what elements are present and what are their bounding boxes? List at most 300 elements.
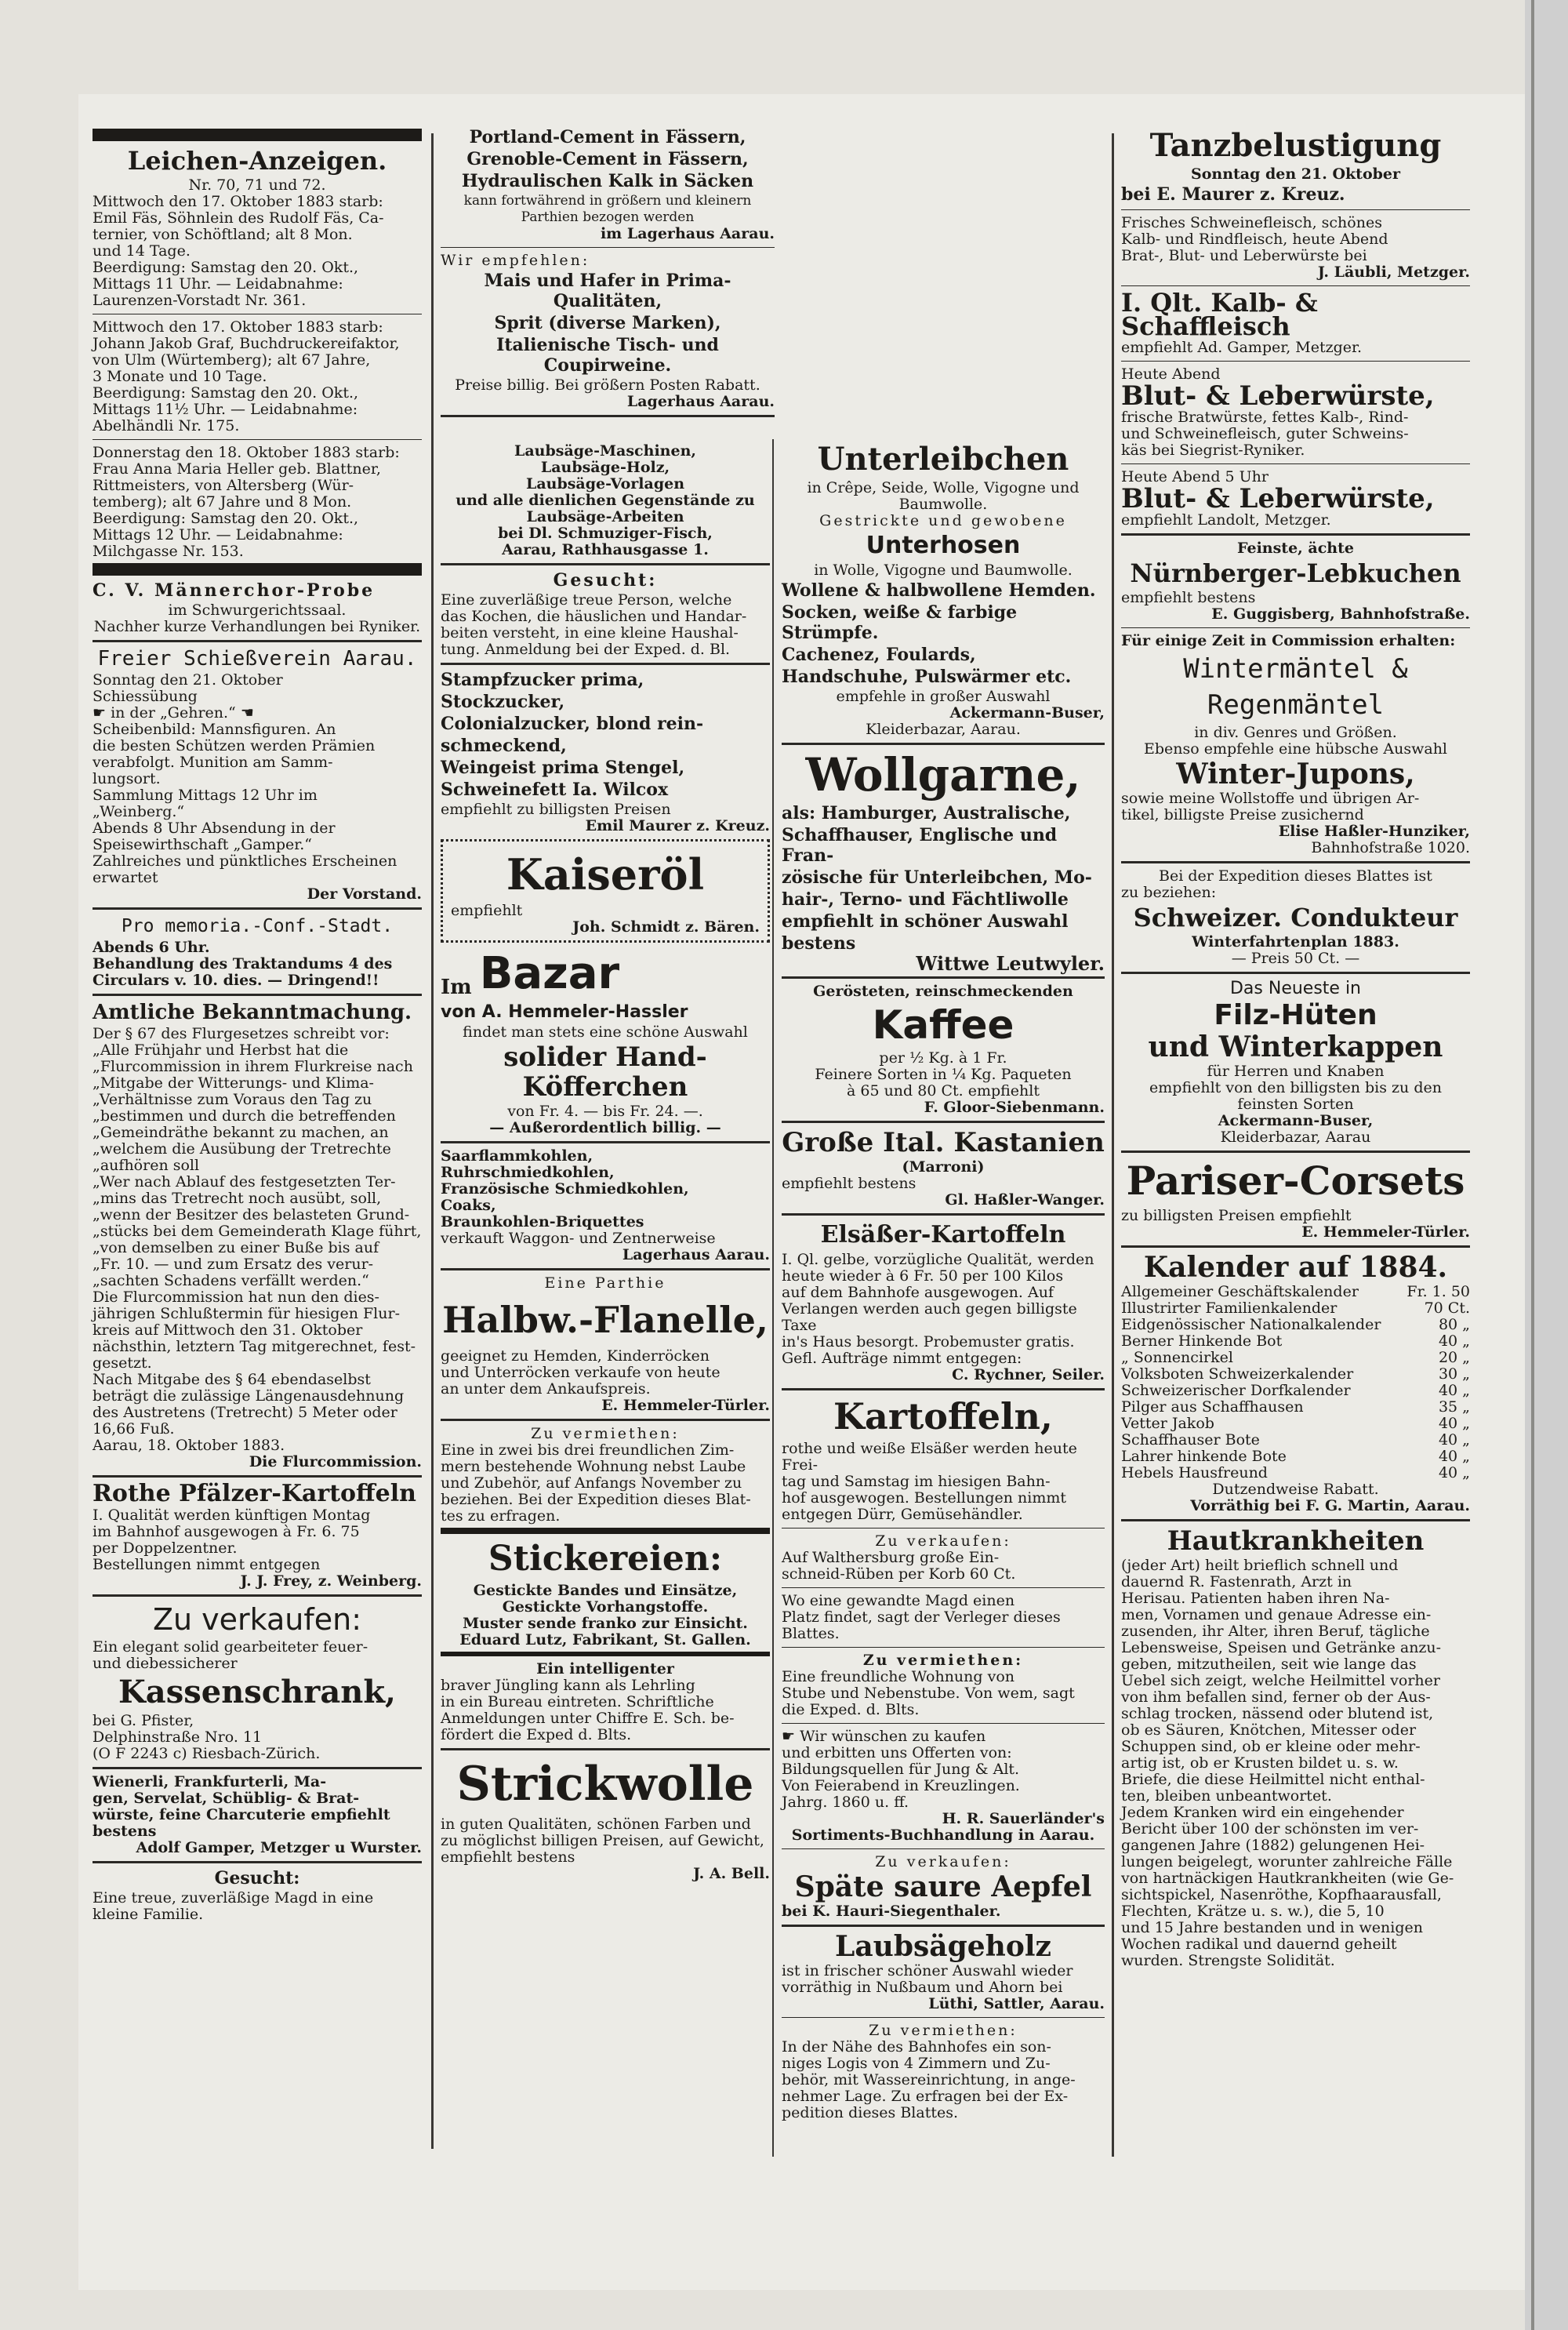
text-line: Portland-Cement in Fässern, — [469, 127, 746, 147]
rule — [782, 1213, 1105, 1216]
kaiseroel-box — [441, 839, 770, 943]
calendar-row — [1121, 1317, 1470, 1333]
text-line: an unter dem Ankaufspreis. — [441, 1380, 651, 1398]
calendar-price: 40 „ — [1438, 1431, 1470, 1449]
rule — [1121, 463, 1470, 464]
text-line: Jahrg. 1860 u. ff. — [782, 1794, 909, 1811]
text: Zu vermiethen: — [862, 1652, 1024, 1669]
text-list — [1121, 791, 1470, 823]
text-line: Nachher kurze Verhandlungen bei Ryniker. — [93, 618, 421, 635]
text: empfehle in großer Auswahl — [836, 688, 1051, 705]
text-list — [441, 1148, 770, 1230]
text-line: Laubsäge-Holz, — [540, 459, 670, 476]
text-line: gen, Servelat, Schüblig- & Brat- — [93, 1790, 360, 1807]
signature: Eduard Lutz, Fabrikant, St. Gallen. — [459, 1631, 751, 1648]
text-list — [441, 1348, 770, 1398]
rule — [441, 1748, 770, 1750]
calendar-row — [1121, 1366, 1470, 1383]
rule — [782, 1647, 1105, 1648]
text-list — [93, 1639, 422, 1672]
text-line: schmeckend, — [441, 736, 567, 756]
signature: im Lagerhaus Aarau. — [600, 225, 775, 242]
text: Im — [441, 976, 472, 999]
text-line: Bestellungen nimmt entgegen — [93, 1556, 321, 1573]
rule — [1121, 533, 1470, 536]
text-line: lungen beigelegt, worunter zahlreiche Fälle — [1121, 1853, 1453, 1870]
heading: Filz-Hüten — [1214, 999, 1377, 1031]
notice-list — [93, 194, 422, 309]
text-line: als: Hamburger, Australische, — [782, 803, 1071, 823]
rule — [782, 2017, 1105, 2018]
heading: I. Qlt. Kalb- & Schaffleisch — [1121, 288, 1318, 341]
text-line: Eine freundliche Wohnung von — [782, 1668, 1015, 1685]
text-list — [441, 1678, 770, 1743]
text-list — [782, 1176, 1105, 1192]
calendar-row — [1121, 1333, 1470, 1350]
text: empfiehlt Ad. Gamper, Metzger. — [1121, 339, 1363, 356]
text-line: Mais und Hafer in Prima-Qualitäten, — [484, 271, 731, 311]
text-line: Beerdigung: Samstag den 20. Okt., — [93, 259, 359, 276]
text: Wir empfehlen: — [441, 252, 590, 269]
text-line: das Kochen, die häuslichen und Handar- — [441, 608, 747, 625]
text-line: Handschuhe, Pulswärmer etc. — [782, 667, 1072, 687]
text-line: feinsten Sorten — [1237, 1096, 1354, 1113]
calendar-row — [1121, 1284, 1470, 1300]
text-line: zu möglichst billigen Preisen, auf Gewicht, — [441, 1832, 764, 1849]
column-2-lower — [441, 443, 770, 1882]
text-line: Abelhändli Nr. 175. — [93, 417, 240, 434]
text-line: temberg); alt 67 Jahre und 8 Mon. — [93, 493, 352, 511]
text: von A. Hemmeler-Hassler — [441, 1002, 688, 1022]
text-line: Nach Mitgabe des § 64 ebendaselbst — [93, 1371, 371, 1388]
text-list — [441, 592, 770, 658]
text-line: Johann Jakob Graf, Buchdruckereifaktor, — [93, 335, 400, 352]
text: bei K. Hauri-Siegenthaler. — [782, 1903, 1001, 1920]
rule — [782, 743, 1105, 745]
rule — [1121, 1519, 1470, 1521]
text-line: ist in frischer schöner Auswahl wieder — [782, 1962, 1073, 1979]
signature: Ackermann-Buser, — [1218, 1112, 1374, 1129]
text-line: Scheibenbild: Mannsfiguren. An — [93, 721, 336, 738]
text-line: und erbitten uns Offerten von: — [782, 1744, 1012, 1761]
text-line: (O F 2243 c) Riesbach-Zürich. — [93, 1745, 321, 1762]
text-line: Aarau, Rathhausgasse 1. — [502, 541, 709, 558]
text-line: käs bei Siegrist-Ryniker. — [1121, 442, 1305, 459]
text-line: im Bahnhof ausgewogen à Fr. 6. 75 — [93, 1523, 360, 1540]
text-list — [93, 1507, 422, 1573]
page-edge — [1525, 0, 1568, 2330]
text: Winterfahrtenplan 1883. — [1192, 933, 1399, 951]
text-line: kleine Familie. — [93, 1906, 204, 1923]
calendar-price: 70 Ct. — [1424, 1299, 1470, 1317]
heading: Laubsägeholz — [835, 1930, 1051, 1963]
rule — [93, 907, 422, 910]
text-line: ten, bleiben unbeantwortet. — [1121, 1787, 1332, 1805]
text: Zu verkaufen: — [875, 1853, 1011, 1870]
text-line: „Fr. 10. — und zum Ersatz des verur- — [93, 1256, 374, 1273]
text-line: schlag trocken, nässend oder blutend ist, — [1121, 1705, 1434, 1722]
calendar-price: 20 „ — [1438, 1349, 1470, 1366]
text-line: Der § 67 des Flurgesetzes schreibt vor: — [93, 1025, 390, 1042]
rule — [93, 129, 422, 141]
text-line: Jedem Kranken wird ein eingehender — [1121, 1804, 1404, 1821]
text-line: „von demselben zu einer Buße bis auf — [93, 1239, 379, 1256]
text-line: Wo eine gewandte Magd einen — [782, 1592, 1015, 1609]
text-line: bei G. Pfister, — [93, 1712, 194, 1729]
text-line: Schuppen sind, ob er kleine oder mehr- — [1121, 1738, 1421, 1755]
rule — [1121, 285, 1470, 286]
text-line: sichtspickel, Nasenröthe, Kopfhaarausfall, — [1121, 1886, 1442, 1903]
text-line: nehmer Lage. Zu erfragen bei der Ex- — [782, 2088, 1069, 2105]
text-line: Baumwolle. — [898, 496, 988, 513]
text-line: Weingeist prima Stengel, — [441, 758, 685, 778]
text-line: „Flurcommission in ihrem Flurkreise nach — [93, 1058, 413, 1075]
text-line: rothe und weiße Elsäßer werden heute Frei- — [782, 1440, 1077, 1474]
text-line: Zahlreiches und pünktliches Erscheinen — [93, 852, 397, 870]
calendar-name: Berner Hinkende Bot — [1121, 1332, 1283, 1350]
text: Dutzendweise Rabatt. — [1212, 1481, 1379, 1498]
text-line: ob es Säuren, Knötchen, Mitesser oder — [1121, 1721, 1417, 1739]
heading: C. V. Männerchor-Probe — [93, 580, 376, 601]
text-line: Schaffhauser, Englische und Fran- — [782, 825, 1058, 866]
rule — [441, 1652, 770, 1656]
rule — [93, 439, 422, 440]
rule — [93, 563, 422, 576]
signature: H. R. Sauerländer's — [942, 1810, 1105, 1827]
text-line: à 65 und 80 Ct. empfiehlt — [846, 1082, 1040, 1100]
text-line: men, Vornamen und genaue Adresse ein- — [1121, 1606, 1432, 1623]
rule — [782, 1121, 1105, 1123]
text-line: kreis auf Mittwoch den 31. Oktober — [93, 1321, 363, 1339]
text-line: Sonntag den 21. Oktober — [93, 671, 283, 689]
heading: Schweizer. Condukteur — [1133, 903, 1458, 932]
text-line: gesetzt. — [93, 1354, 152, 1372]
calendar-name: Allgemeiner Geschäftskalender — [1121, 1283, 1359, 1300]
text-line: Behandlung des Traktandums 4 des — [93, 955, 393, 972]
text-line: jährigen Schlußtermin für hiesigen Flur- — [93, 1305, 400, 1322]
text-line: mern bestehende Wohnung nebst Laube — [441, 1458, 746, 1475]
signature: Wittwe Leutwyler. — [916, 952, 1105, 975]
text-list — [441, 1583, 770, 1632]
text-line: Von Feierabend in Kreuzlingen. — [782, 1777, 1020, 1794]
heading: und Winterkappen — [1148, 1031, 1443, 1063]
heading: Strickwolle — [456, 1757, 754, 1812]
text-line: vorräthig in Nußbaum und Ahorn bei — [782, 1979, 1063, 1996]
text: Ein intelligenter — [536, 1660, 674, 1678]
text-line: geeignet zu Hemden, Kinderröcken — [441, 1347, 710, 1365]
heading: Leichen-Anzeigen. — [127, 146, 387, 176]
heading: Halbw.-Flanelle, — [442, 1299, 768, 1341]
rule — [441, 1268, 770, 1270]
text-list — [441, 1816, 770, 1866]
text-line: Laubsäge-Maschinen, — [514, 442, 696, 460]
rule — [93, 640, 422, 642]
text-line: I. Ql. gelbe, vorzügliche Qualität, werden — [782, 1251, 1094, 1268]
text-line: die Exped. d. Blts. — [782, 1701, 920, 1718]
text-line: des Austretens (Tretrecht) 5 Meter oder — [93, 1404, 397, 1421]
heading: Große Ital. Kastanien — [782, 1127, 1105, 1158]
text-line: in guten Qualitäten, schönen Farben und — [441, 1816, 751, 1833]
text: Sonntag den 21. Oktober — [1190, 165, 1401, 183]
text-line: Abends 6 Uhr. — [93, 939, 210, 956]
heading: Kartoffeln, — [833, 1395, 1053, 1438]
text-line: tes zu erfragen. — [441, 1507, 561, 1525]
rule — [782, 1925, 1105, 1927]
text-line: „Weinberg.“ — [93, 803, 185, 820]
text: — Preis 50 Ct. — — [1231, 950, 1360, 967]
text-line: Mittags 12 Uhr. — Leidabnahme: — [93, 526, 343, 543]
text: Für einige Zeit in Commission erhalten: — [1121, 632, 1456, 649]
text-line: zusenden, ihr Alter, ihren Beruf, tägliche — [1121, 1623, 1430, 1640]
text-line: Laubsäge-Vorlagen — [525, 475, 685, 493]
heading: Pro memoria.-Conf.-Stadt. — [121, 916, 394, 936]
calendar-price: 40 „ — [1438, 1382, 1470, 1399]
calendar-name: Schweizerischer Dorfkalender — [1121, 1382, 1351, 1399]
text-line: tikel, billigste Preise zusichernd — [1121, 806, 1364, 823]
text-line: Stube und Nebenstube. Von wem, sagt — [782, 1685, 1075, 1702]
calendar-row — [1121, 1465, 1470, 1481]
text-line: Schiessübung — [93, 688, 198, 705]
rule — [441, 415, 775, 417]
text-list — [441, 1442, 770, 1525]
signature: Gl. Haßler-Wanger. — [945, 1191, 1105, 1209]
rule — [93, 1594, 422, 1597]
text-line: auf dem Bahnhofe ausgewogen. Auf — [782, 1284, 1054, 1301]
calendar-name: Eidgenössischer Nationalkalender — [1121, 1316, 1381, 1333]
text-line: bestens — [782, 933, 856, 954]
heading: Wollgarne, — [805, 748, 1081, 802]
text-line: Beerdigung: Samstag den 20. Okt., — [93, 510, 359, 527]
signature: Lagerhaus Aarau. — [622, 1246, 770, 1263]
text-line: und Schweinefleisch, guter Schweins- — [1121, 425, 1409, 442]
signature: Bahnhofstraße 1020. — [1311, 839, 1470, 856]
text-line: Grenoble-Cement in Fässern, — [466, 149, 749, 169]
heading: Amtliche Bekanntmachung. — [93, 1001, 412, 1024]
rule — [1121, 972, 1470, 974]
text-list — [782, 1963, 1105, 1996]
text-list — [93, 1890, 422, 1923]
text-line: Verlangen werden auch gegen billigste Taxe — [782, 1300, 1077, 1334]
signature: E. Guggisberg, Bahnhofstraße. — [1211, 605, 1470, 623]
column-divider — [431, 133, 434, 2149]
text-line: die besten Schützen werden Prämien — [93, 737, 376, 754]
text-line: Donnerstag den 18. Oktober 1883 starb: — [93, 444, 400, 461]
column-4 — [1121, 125, 1470, 1969]
text-line: Mittwoch den 17. Oktober 1883 starb: — [93, 318, 383, 336]
heading: Kaiseröl — [506, 849, 705, 900]
text-list — [93, 672, 422, 886]
text-line: Flechten, Krätze u. s. w.), die 5, 10 — [1121, 1903, 1385, 1920]
text-line: von hartnäckigen Hautkrankheiten (wie Ge- — [1121, 1870, 1454, 1887]
text-line: im Schwurgerichtssaal. — [168, 602, 347, 619]
heading: Unterleibchen — [817, 441, 1069, 478]
text-line: Coaks, — [441, 1197, 496, 1214]
signature: Emil Maurer z. Kreuz. — [585, 817, 770, 834]
text-line: Lebensweise, Speisen und Getränke anzu- — [1121, 1639, 1442, 1656]
text-list — [441, 127, 775, 191]
text-list — [782, 1252, 1105, 1367]
text-list — [93, 940, 422, 989]
rule — [441, 1528, 770, 1534]
text: Nr. 70, 71 und 72. — [188, 176, 326, 194]
text-line: Braunkohlen-Briquettes — [441, 1213, 644, 1230]
heading: Nürnberger-Lebkuchen — [1130, 558, 1461, 588]
text-line: und diebessicherer — [93, 1655, 238, 1672]
calendar-price: 40 „ — [1438, 1332, 1470, 1350]
signature: F. Gloor-Siebenmann. — [924, 1099, 1105, 1116]
text-line: I. Qualität werden künftigen Montag — [93, 1507, 371, 1524]
heading: Elsäßer-Kartoffeln — [820, 1221, 1066, 1249]
text-line: Laurenzen-Vorstadt Nr. 361. — [93, 292, 307, 309]
text-list — [1121, 590, 1470, 606]
text-line: Colonialzucker, blond rein- — [441, 714, 704, 734]
text-line: Beerdigung: Samstag den 20. Okt., — [93, 384, 359, 402]
heading: Freier Schießverein Aarau. — [97, 647, 417, 671]
text-line: hair-, Terno- und Fächtliwolle — [782, 889, 1069, 910]
text-list — [782, 480, 1105, 513]
text: bei E. Maurer z. Kreuz. — [1121, 184, 1345, 205]
text-line: artig ist, ob er Krusten bildet u. s. w. — [1121, 1754, 1399, 1772]
text-list — [782, 1550, 1105, 1583]
text-list — [782, 2039, 1105, 2121]
text-line: hof ausgewogen. Bestellungen nimmt — [782, 1489, 1067, 1507]
text-line: Delphinstraße Nro. 11 — [93, 1728, 263, 1746]
text-line: „aufhören soll — [93, 1157, 200, 1174]
text-line: zösische für Unterleibchen, Mo- — [782, 867, 1092, 888]
text-line: empfiehlt bestens — [441, 1848, 575, 1866]
column-divider — [1112, 133, 1114, 2157]
text: (Marroni) — [902, 1158, 985, 1176]
heading: Stickereien: — [488, 1539, 723, 1579]
text-line: empfiehlt in schöner Auswahl — [782, 911, 1069, 932]
text-line: Ebenso empfehle eine hübsche Auswahl — [1143, 740, 1448, 758]
calendar-price: Fr. 1. 50 — [1406, 1283, 1470, 1300]
text-line: heute wieder à 6 Fr. 50 per 100 Kilos — [782, 1267, 1064, 1285]
notice-list — [93, 445, 422, 560]
text-line: „wenn der Besitzer des belasteten Grund- — [93, 1206, 410, 1223]
text-line: gangenen Jahre (1882) gelungenen Hei- — [1121, 1837, 1425, 1854]
text-line: Auf Walthersburg große Ein- — [782, 1549, 1000, 1566]
text-line: „Alle Frühjahr und Herbst hat die — [93, 1041, 349, 1059]
text-line: Uebel sich zeigt, welche Heilmittel vorher — [1121, 1672, 1440, 1689]
text-list — [782, 1050, 1105, 1100]
text: empfiehlt — [451, 902, 523, 919]
text-line: Emil Fäs, Söhnlein des Rudolf Fäs, Ca- — [93, 209, 384, 227]
heading: Winter-Jupons, — [1176, 758, 1415, 791]
calendar-price: 40 „ — [1438, 1464, 1470, 1481]
text: — Außerordentlich billig. — — [489, 1119, 721, 1136]
calendar-row — [1121, 1300, 1470, 1317]
rule — [93, 1861, 422, 1863]
rule — [782, 976, 1105, 979]
rule — [1121, 861, 1470, 863]
bazar-heading — [441, 947, 770, 1001]
text-line: Gestickte Vorhangstoffe. — [502, 1598, 709, 1616]
text-line: Platz findet, sagt der Verleger dieses — [782, 1608, 1061, 1626]
calendar-price: 40 „ — [1438, 1448, 1470, 1465]
signature: Ackermann-Buser, — [949, 704, 1105, 722]
calendar-price: 40 „ — [1438, 1415, 1470, 1432]
signature: J. J. Frey, z. Weinberg. — [240, 1572, 422, 1590]
text-line: nächsthin, letztern Tag mitgerechnet, fest- — [93, 1338, 416, 1355]
text-line: zu billigsten Preisen empfiehlt — [1121, 1207, 1352, 1224]
text-line: Muster sende franko zur Einsicht. — [463, 1615, 748, 1632]
text-line: „welchem die Ausübung der Tretrechte — [93, 1140, 391, 1158]
text-line: pedition dieses Blattes. — [782, 2104, 959, 2121]
text-list — [782, 580, 1105, 687]
text-line: in ein Bureau eintreten. Schriftliche — [441, 1693, 714, 1710]
calendar-name: „ Sonnencirkel — [1121, 1349, 1233, 1366]
signature: Lüthi, Sattler, Aarau. — [928, 1995, 1105, 2012]
calendar-price: 30 „ — [1438, 1365, 1470, 1383]
text-line: bei Dl. Schmuziger-Fisch, — [498, 525, 713, 542]
heading: solider Hand-Köfferchen — [503, 1041, 707, 1103]
heading: Blut- & Leberwürste, — [1121, 380, 1435, 412]
text-line: und Unterröcken verkaufe von heute — [441, 1364, 720, 1381]
rule — [782, 1723, 1105, 1724]
text-list — [1121, 1208, 1470, 1224]
signature: Elise Haßler-Hunziker, — [1278, 823, 1470, 840]
column-divider — [772, 439, 774, 2157]
text-line: Circulars v. 10. dies. — Dringend!! — [93, 972, 379, 989]
text-line: Ein elegant solid gearbeiteter feuer- — [93, 1638, 368, 1656]
heading: Hautkrankheiten — [1167, 1525, 1425, 1557]
signature: Der Vorstand. — [307, 885, 422, 903]
text-line: beträgt die zulässige Längenausdehnung — [93, 1387, 405, 1405]
text-line: Laubsäge-Arbeiten — [526, 508, 684, 525]
calendar-name: Illustrirter Familienkalender — [1121, 1299, 1338, 1317]
text-line: Aarau, 18. Oktober 1883. — [93, 1437, 285, 1454]
text-line: Blattes. — [782, 1625, 840, 1642]
calendar-name: Lahrer hinkende Bote — [1121, 1448, 1287, 1465]
text-line: Wochen radikal und dauernd geheilt — [1121, 1936, 1397, 1953]
text: zu beziehen: — [1121, 884, 1217, 901]
text-list — [1121, 215, 1470, 264]
text-line: Mittags 11½ Uhr. — Leidabnahme: — [93, 401, 358, 418]
rule — [93, 994, 422, 996]
text-line: Herisau. Patienten haben ihren Na- — [1121, 1590, 1390, 1607]
text-line: „sachten Schadens verfällt werden.“ — [93, 1272, 369, 1289]
text-line: Cachenez, Foulards, — [782, 645, 976, 665]
column-3 — [782, 439, 1105, 2121]
text-line: Hydraulischen Kalk in Säcken — [461, 171, 754, 191]
signature: J. Läubli, Metzger. — [1317, 264, 1470, 281]
text-line: dauernd R. Fastenrath, Arzt in — [1121, 1573, 1352, 1590]
text-list — [782, 1669, 1105, 1718]
text: Zu vermiethen: — [531, 1425, 680, 1442]
text-line: Speisewirthschaft „Gamper.“ — [93, 836, 312, 853]
text: Gerösteten, reinschmeckenden — [813, 983, 1073, 1000]
text-line: ternier, von Schöftland; alt 8 Mon. — [93, 226, 353, 243]
text-list — [782, 1728, 1105, 1811]
text-line: frische Bratwürste, fettes Kalb-, Rind- — [1121, 409, 1409, 426]
text-list — [441, 443, 770, 558]
text-line: Italienische Tisch- und Coupirweine. — [496, 335, 719, 376]
text-line: Die Flurcommission hat nun den dies- — [93, 1289, 379, 1306]
signature: Adolf Gamper, Metzger u Wurster. — [136, 1839, 422, 1856]
text-line: 16,66 Fuß. — [93, 1420, 175, 1438]
rule — [441, 563, 770, 565]
text-line: „Gemeindräthe bekannt zu machen, an — [93, 1124, 389, 1141]
text-line: per ½ Kg. à 1 Fr. — [879, 1049, 1007, 1067]
text-line: per Doppelzentner. — [93, 1539, 238, 1557]
text-line: Eine treue, zuverläßige Magd in eine — [93, 1889, 374, 1907]
text-line: für Herren und Knaben — [1207, 1063, 1385, 1080]
text-line: entgegen Dürr, Gemüsehändler. — [782, 1506, 1023, 1523]
text-line: Französische Schmiedkohlen, — [441, 1180, 689, 1198]
text-line: Eine in zwei bis drei freundlichen Zim- — [441, 1441, 735, 1459]
rule — [1121, 1245, 1470, 1248]
